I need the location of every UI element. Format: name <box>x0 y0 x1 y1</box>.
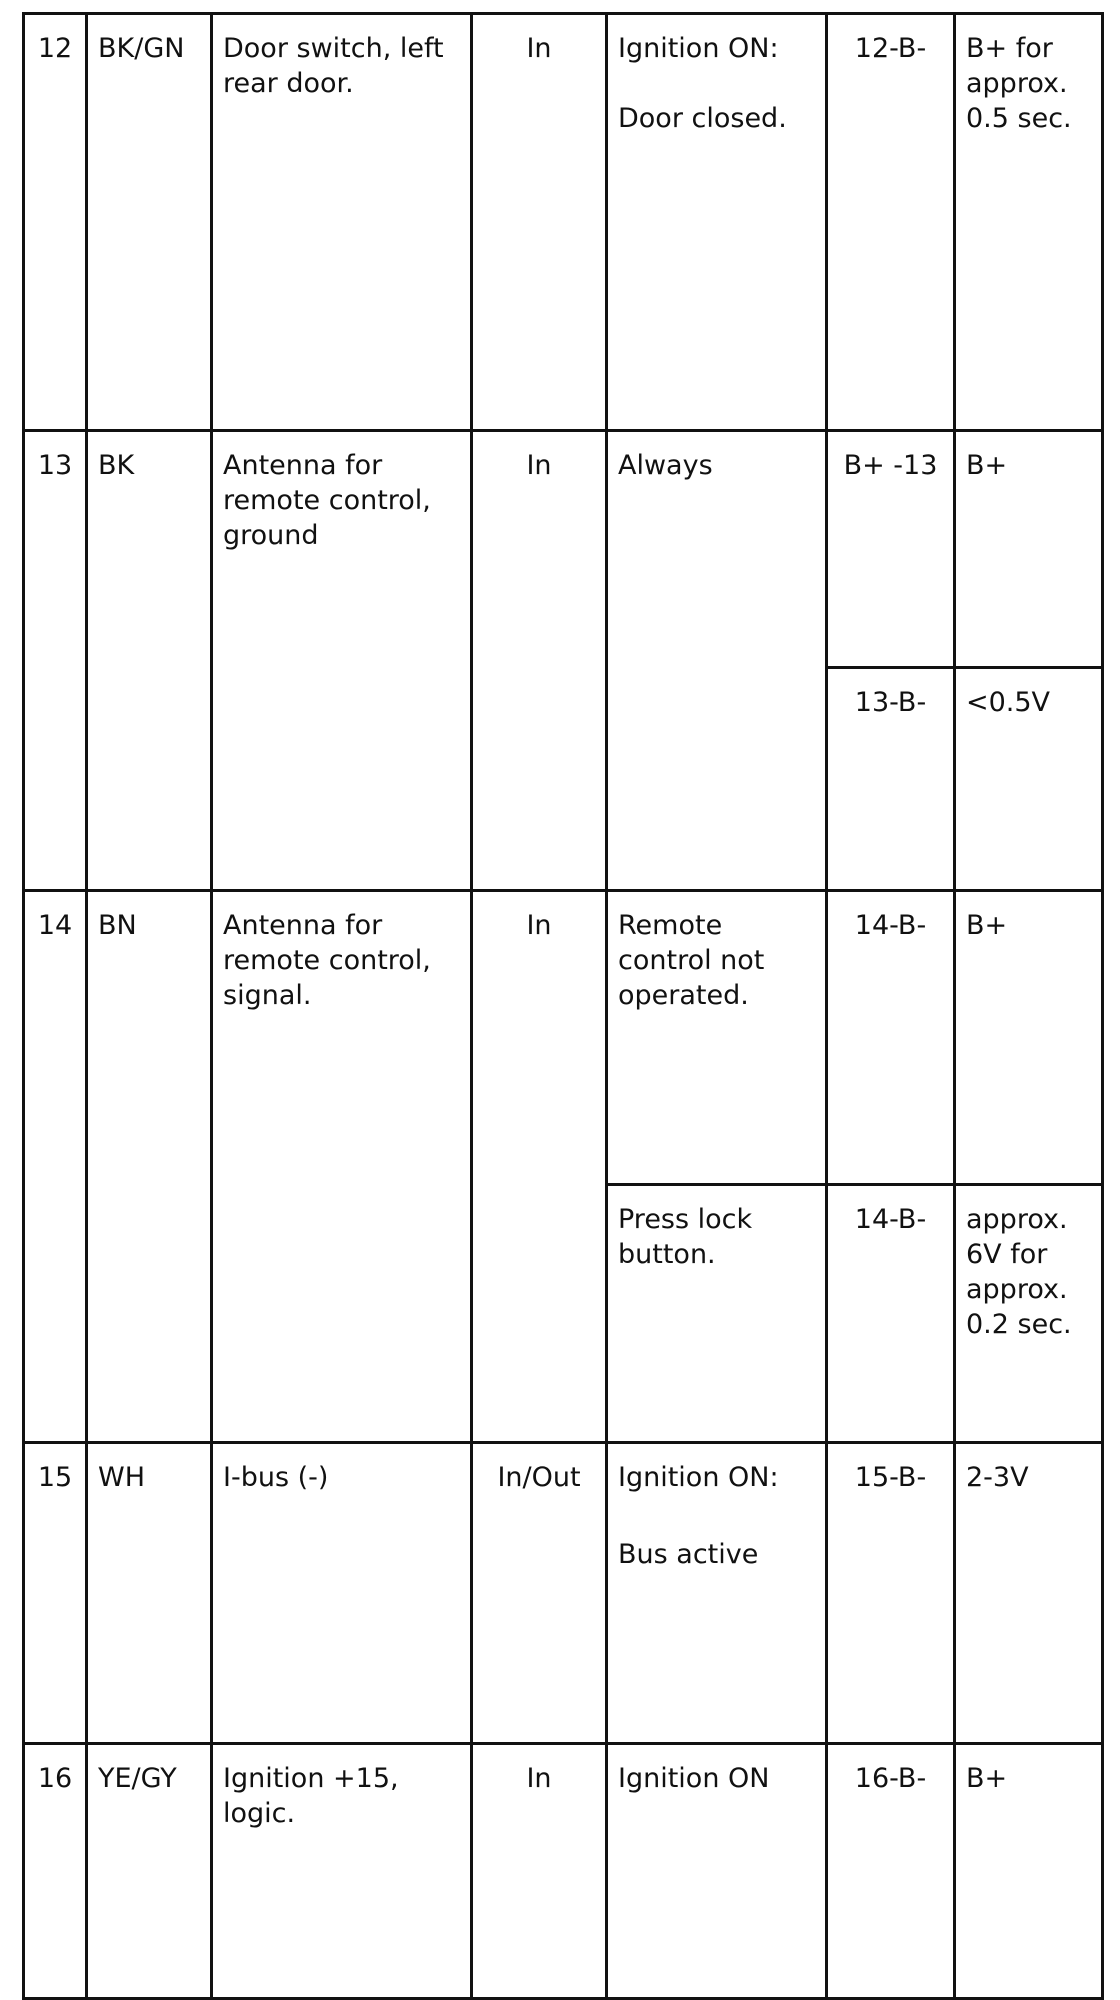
table-row-pin-16 <box>24 1744 1103 1999</box>
wire-color-cell: WH <box>87 1443 212 1744</box>
wire-color-cell: BN <box>87 891 212 1443</box>
measurement-cell: 13-B- <box>827 668 955 891</box>
condition-line: Ignition ON: <box>618 1462 779 1493</box>
condition-line: Remote control not operated. <box>618 910 765 1011</box>
wire-color-cell: BK/GN <box>87 14 212 431</box>
description-cell: Antenna for remote control, signal. <box>212 891 472 1443</box>
nominal-value-cell: B+ for approx. 0.5 sec. <box>955 14 1103 431</box>
wire-color-cell: YE/GY <box>87 1744 212 1999</box>
pin-number-cell: 12 <box>24 14 87 431</box>
nominal-value-cell: 2-3V <box>955 1443 1103 1744</box>
wire-color-cell: BK <box>87 431 212 891</box>
direction-cell: In/Out <box>472 1443 607 1744</box>
condition-line: Ignition ON <box>618 1763 770 1794</box>
table-row-pin-14 <box>24 891 1103 1185</box>
measurement-cell: 15-B- <box>827 1443 955 1744</box>
condition-cell <box>607 891 827 1185</box>
table-row-pin-15 <box>24 1443 1103 1744</box>
condition-cell <box>607 1443 827 1744</box>
condition-line: Press lock button. <box>618 1204 753 1270</box>
pin-number-cell: 16 <box>24 1744 87 1999</box>
condition-line: Bus active <box>618 1539 759 1570</box>
nominal-value-cell: B+ <box>955 891 1103 1185</box>
condition-line: Ignition ON: <box>618 33 779 64</box>
pin-number-cell: 14 <box>24 891 87 1443</box>
description-cell: Ignition +15, logic. <box>212 1744 472 1999</box>
condition-line: Always <box>618 450 713 481</box>
pin-number-cell: 13 <box>24 431 87 891</box>
measurement-cell: B+ -13 <box>827 431 955 668</box>
direction-cell: In <box>472 891 607 1443</box>
direction-cell: In <box>472 431 607 891</box>
nominal-value-cell: B+ <box>955 1744 1103 1999</box>
table-row-pin-13 <box>24 431 1103 668</box>
condition-cell <box>607 1744 827 1999</box>
direction-cell: In <box>472 1744 607 1999</box>
measurement-cell: 14-B- <box>827 891 955 1185</box>
nominal-value-cell: <0.5V <box>955 668 1103 891</box>
pin-assignment-table <box>22 12 1104 2000</box>
description-cell: Door switch, left rear door. <box>212 14 472 431</box>
table-row-pin-12 <box>24 14 1103 431</box>
measurement-cell: 12-B- <box>827 14 955 431</box>
nominal-value-cell: approx. 6V for approx. 0.2 sec. <box>955 1185 1103 1443</box>
measurement-cell: 14-B- <box>827 1185 955 1443</box>
condition-cell <box>607 431 827 891</box>
description-cell: I-bus (-) <box>212 1443 472 1744</box>
condition-line: Door closed. <box>618 103 787 134</box>
description-cell: Antenna for remote control, ground <box>212 431 472 891</box>
nominal-value-cell: B+ <box>955 431 1103 668</box>
pin-number-cell: 15 <box>24 1443 87 1744</box>
condition-cell <box>607 1185 827 1443</box>
measurement-cell: 16-B- <box>827 1744 955 1999</box>
condition-cell <box>607 14 827 431</box>
direction-cell: In <box>472 14 607 431</box>
